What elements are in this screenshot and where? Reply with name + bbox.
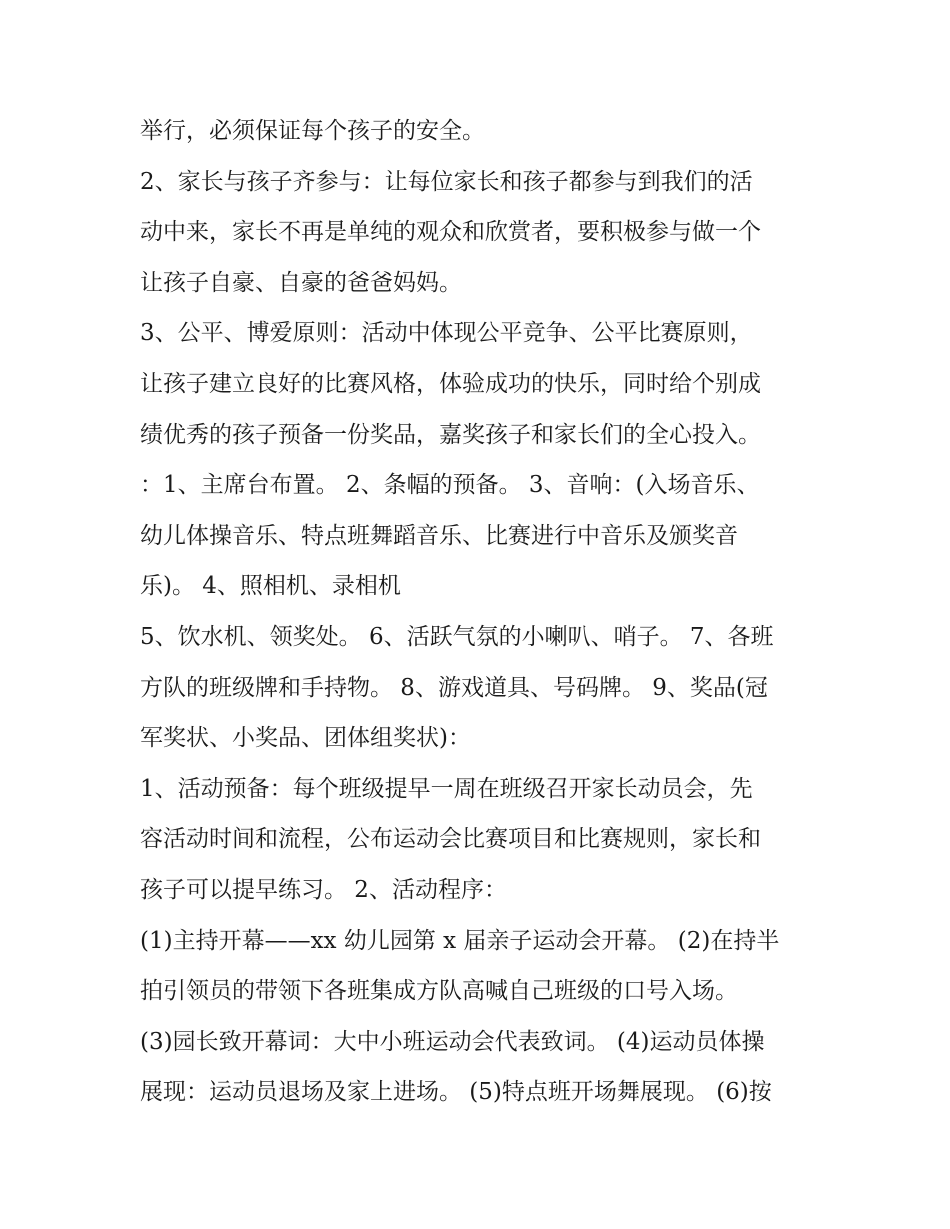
text-line: 让孩子自豪、自豪的爸爸妈妈。 xyxy=(140,269,462,296)
text-line: 拍引领员的带领下各班集成方队高喊自己班级的口号入场。 xyxy=(140,978,738,1005)
text-line: 乐)。 4、照相机、录相机 xyxy=(140,573,401,600)
body-text xyxy=(140,106,820,1118)
text-line: (1)主持开幕——xx 幼儿园第 x 届亲子运动会开幕。 (2)在持半 xyxy=(140,927,780,954)
text-line: 1、活动预备：每个班级提早一周在班级召开家长动员会，先 xyxy=(140,775,753,802)
text-line: (3)园长致开幕词：大中小班运动会代表致词。 (4)运动员体操 xyxy=(140,1028,765,1055)
text-line: 3、公平、博爱原则：活动中体现公平竞争、公平比赛原则， xyxy=(140,320,753,347)
text-line: 动中来，家长不再是单纯的观众和欣赏者，要积极参与做一个 xyxy=(140,219,761,246)
text-line: 幼儿体操音乐、特点班舞蹈音乐、比赛进行中音乐及颁奖音 xyxy=(140,522,738,549)
text-line: 军奖状、小奖品、团体组奖状)： xyxy=(140,725,471,752)
text-line: 举行，必须保证每个孩子的安全。 xyxy=(140,118,485,144)
text-line: 方队的班级牌和手持物。 8、游戏道具、号码牌。 9、奖品(冠 xyxy=(140,674,768,701)
text-line: 让孩子建立良好的比赛风格，体验成功的快乐，同时给个别成 xyxy=(140,370,761,397)
text-line: 孩子可以提早练习。 2、活动程序： xyxy=(140,876,507,903)
text-line: 2、家长与孩子齐参与：让每位家长和孩子都参与到我们的活 xyxy=(140,168,753,195)
text-line: ：1、主席台布置。 2、条幅的预备。 3、音响：(入场音乐、 xyxy=(140,472,760,499)
text-line: 绩优秀的孩子预备一份奖品，嘉奖孩子和家长们的全心投入。 xyxy=(140,421,761,448)
text-line: 5、饮水机、领奖处。 6、活跃气氛的小喇叭、哨子。 7、各班 xyxy=(140,623,774,650)
text-line: 展现：运动员退场及家上进场。 (5)特点班开场舞展现。 (6)按 xyxy=(140,1079,772,1106)
text-line: 容活动时间和流程，公布运动会比赛项目和比赛规则，家长和 xyxy=(140,826,761,853)
